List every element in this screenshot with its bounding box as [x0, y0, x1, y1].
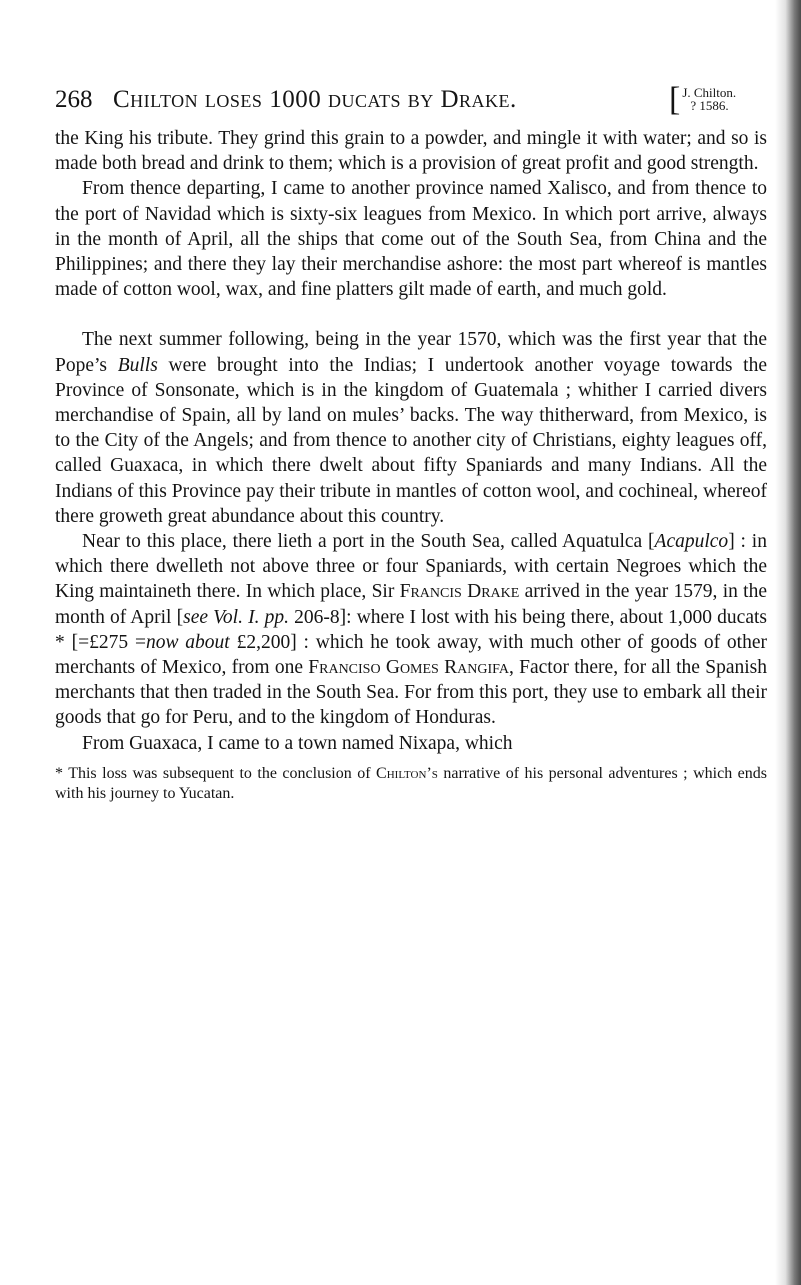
paragraph-2	[55, 176, 767, 302]
text-run: * This loss was subsequent to the conclusion of	[55, 764, 377, 782]
text-run: Near to this place, there lieth a port in the South Sea, called Aquatulca [	[82, 531, 655, 553]
italic-text: Acapulco	[654, 531, 729, 553]
footnote	[55, 764, 767, 804]
paragraph-4	[55, 529, 767, 731]
small-caps-text: Chilton’s	[376, 764, 438, 782]
running-head	[55, 81, 767, 126]
text-run: , Factor there, for all the Spanish merchants that then traded in the South Sea. For from this port, they use to embark all their goods that go for Peru, and to the kingdom of Honduras.	[55, 657, 767, 729]
italic-text: see Vol. I. pp.	[183, 606, 290, 628]
text-run: £2,200] : which he took away, with much other of goods of other merchants of Mexico, from one	[55, 631, 767, 679]
margin-reference	[669, 81, 737, 118]
text-run: arrived in the year 1579, in the month of April [	[55, 581, 767, 628]
body-text	[55, 126, 767, 756]
text-run: From Guaxaca, I came to a town named Nixapa, which	[82, 732, 513, 754]
text-run: 206-8]: where I lost with his being there, about 1,000 ducats * [=£275 =	[55, 606, 767, 653]
reference-bracket: [	[669, 81, 681, 118]
book-page	[55, 81, 767, 804]
reference-author: J. Chilton.	[682, 85, 737, 100]
page-number: 268	[55, 86, 93, 113]
small-caps-text: Francis Drake	[399, 581, 520, 603]
running-title: Chilton loses 1000 ducats by Drake.	[113, 86, 517, 113]
text-run: From thence departing, I came to another province named Xalisco, and from thence to the port of Navidad which is sixty-six leagues from Mexico. In which port arrive, always in the month of April, all the ships that come out of the South Sea, from China and the Philippines; and there they lay their merchandise ashore: the most part whereof is mantles made of cotton wool, wax, and fine platters gilt made of earth, and much gold.	[55, 178, 767, 301]
text-run: narrative of his personal adventures ; which ends with his journey to Yucatan.	[55, 764, 767, 802]
text-run: ] : in which there dwelleth not above three or four Spaniards, with certain Negroes which the King maintaineth there. In which place, Sir	[55, 531, 767, 603]
text-run: were brought into the Indias; I undertook another voyage towards the Province of Sonsonate, which is in the kingdom of Guatemala ; whither I carried divers merchandise of Spain, all by land on mules’ backs. The way thitherward, from Mexico, is to the City of the Angels; and from thence to another city of Christians, eighty leagues off, called Guaxaca, in which there dwelt about fifty Spaniards and many Indians. All the Indians of this Province pay their tribute in mantles of cotton wool, and cochineal, whereof there groweth great abundance about this country.	[55, 354, 767, 527]
reference-stack	[682, 86, 736, 114]
text-run: The next summer following, being in the year 1570, which was the first year that the Pope’s	[55, 329, 767, 376]
paragraph-3	[55, 327, 767, 529]
reference-qmark: ?	[690, 98, 697, 113]
paragraph-1	[55, 126, 767, 176]
small-caps-text: Franciso Gomes Rangifa	[308, 657, 509, 679]
text-run: the King his tribute. They grind this grain to a powder, and mingle it with water; and so is made both bread and drink to them; which is a provision of great profit and good strength.	[55, 128, 767, 175]
page-edge-shadow	[775, 0, 801, 1285]
italic-text: now about	[145, 631, 230, 653]
paragraph-5	[55, 731, 767, 756]
reference-year: 1586.	[699, 98, 729, 113]
italic-text: Bulls	[117, 354, 158, 376]
